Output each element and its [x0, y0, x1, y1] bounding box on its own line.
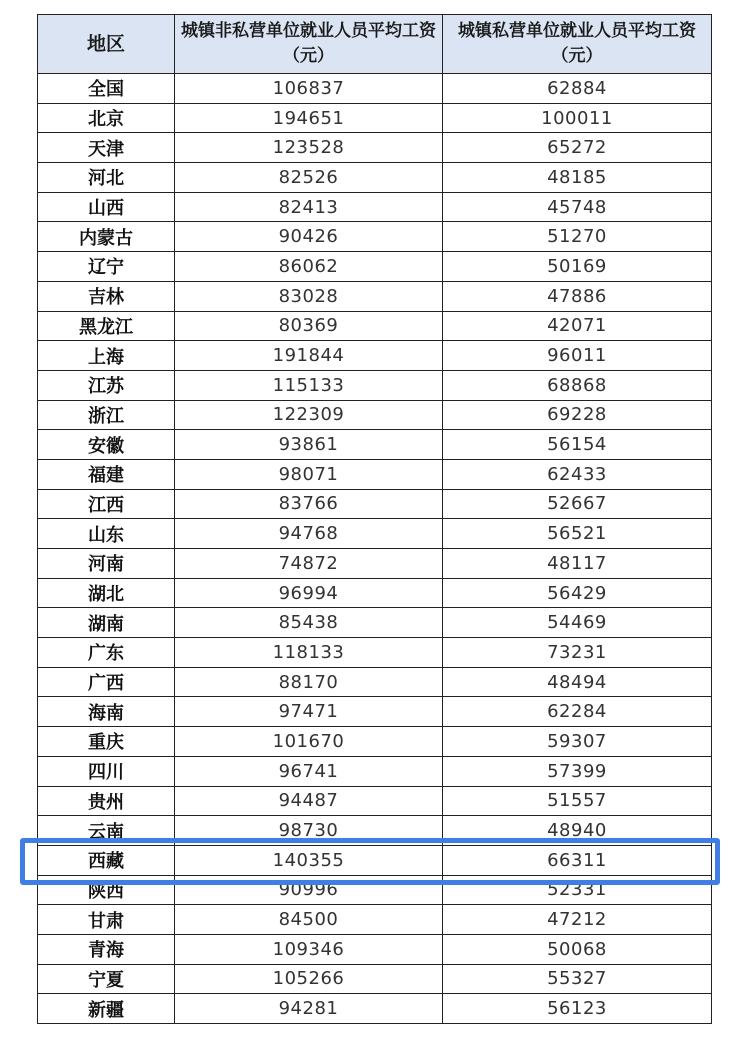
private-wage-cell: 56521: [443, 519, 712, 549]
region-cell: 甘肃: [38, 905, 175, 935]
region-cell: 山西: [38, 192, 175, 222]
private-wage-cell: 65272: [443, 133, 712, 163]
region-cell: 浙江: [38, 400, 175, 430]
private-wage-cell: 69228: [443, 400, 712, 430]
non-private-wage-cell: 115133: [175, 370, 443, 400]
non-private-wage-cell: 84500: [175, 905, 443, 935]
table-row: [38, 727, 712, 757]
region-cell: 贵州: [38, 786, 175, 816]
private-wage-cell: 48494: [443, 667, 712, 697]
private-wage-cell: 62284: [443, 697, 712, 727]
private-wage-cell: 45748: [443, 192, 712, 222]
table-row: [38, 281, 712, 311]
table-row: [38, 638, 712, 668]
private-wage-cell: 50068: [443, 934, 712, 964]
private-wage-cell: 54469: [443, 608, 712, 638]
private-wage-cell: 47212: [443, 905, 712, 935]
non-private-wage-cell: 94281: [175, 994, 443, 1024]
non-private-wage-cell: 94487: [175, 786, 443, 816]
non-private-wage-cell: 82413: [175, 192, 443, 222]
non-private-wage-cell: 97471: [175, 697, 443, 727]
region-cell: 重庆: [38, 727, 175, 757]
private-wage-cell: 51270: [443, 222, 712, 252]
region-cell: 内蒙古: [38, 222, 175, 252]
private-wage-cell: 66311: [443, 845, 712, 875]
region-cell: 江西: [38, 489, 175, 519]
private-wage-cell: 62433: [443, 459, 712, 489]
private-wage-cell: 56123: [443, 994, 712, 1024]
table-row: [38, 400, 712, 430]
private-wage-cell: 50169: [443, 252, 712, 282]
region-cell: 青海: [38, 934, 175, 964]
region-cell: 福建: [38, 459, 175, 489]
region-cell: 广东: [38, 638, 175, 668]
table-body: [38, 74, 712, 1024]
table-row: [38, 608, 712, 638]
non-private-wage-cell: 96994: [175, 578, 443, 608]
table-header-row: [38, 15, 712, 74]
non-private-wage-cell: 83028: [175, 281, 443, 311]
non-private-wage-cell: 96741: [175, 756, 443, 786]
region-cell: 陕西: [38, 875, 175, 905]
table-row: [38, 964, 712, 994]
non-private-wage-cell: 194651: [175, 103, 443, 133]
non-private-wage-cell: 105266: [175, 964, 443, 994]
private-wage-cell: 62884: [443, 74, 712, 104]
non-private-wage-cell: 93861: [175, 430, 443, 460]
non-private-wage-cell: 191844: [175, 341, 443, 371]
private-wage-cell: 73231: [443, 638, 712, 668]
non-private-wage-cell: 80369: [175, 311, 443, 341]
table-row: [38, 549, 712, 579]
non-private-wage-cell: 88170: [175, 667, 443, 697]
non-private-wage-cell: 98730: [175, 816, 443, 846]
table-row: [38, 519, 712, 549]
table-row: [38, 489, 712, 519]
non-private-wage-cell: 98071: [175, 459, 443, 489]
table-row: [38, 311, 712, 341]
non-private-wage-cell: 122309: [175, 400, 443, 430]
private-wage-cell: 56154: [443, 430, 712, 460]
private-wage-cell: 42071: [443, 311, 712, 341]
table-row: [38, 667, 712, 697]
table-row: [38, 163, 712, 193]
region-cell: 湖南: [38, 608, 175, 638]
non-private-wage-cell: 90996: [175, 875, 443, 905]
private-wage-cell: 48940: [443, 816, 712, 846]
private-wage-cell: 52331: [443, 875, 712, 905]
table-row: [38, 578, 712, 608]
non-private-wage-cell: 109346: [175, 934, 443, 964]
table-row: [38, 222, 712, 252]
private-wage-cell: 68868: [443, 370, 712, 400]
table-row: [38, 430, 712, 460]
table-row: [38, 786, 712, 816]
region-cell: 宁夏: [38, 964, 175, 994]
non-private-wage-cell: 123528: [175, 133, 443, 163]
private-wage-cell: 96011: [443, 341, 712, 371]
non-private-wage-cell: 82526: [175, 163, 443, 193]
region-cell: 湖北: [38, 578, 175, 608]
region-cell: 全国: [38, 74, 175, 104]
region-cell: 吉林: [38, 281, 175, 311]
non-private-wage-cell: 90426: [175, 222, 443, 252]
region-cell: 山东: [38, 519, 175, 549]
non-private-wage-cell: 101670: [175, 727, 443, 757]
salary-table-container: [37, 14, 711, 1024]
non-private-wage-cell: 85438: [175, 608, 443, 638]
region-cell: 北京: [38, 103, 175, 133]
private-wage-cell: 51557: [443, 786, 712, 816]
non-private-wage-cell: 86062: [175, 252, 443, 282]
column-header-private-wage: 城镇私营单位就业人员平均工资（元）: [443, 15, 712, 74]
non-private-wage-cell: 74872: [175, 549, 443, 579]
private-wage-cell: 55327: [443, 964, 712, 994]
table-row: [38, 756, 712, 786]
region-cell: 上海: [38, 341, 175, 371]
private-wage-cell: 47886: [443, 281, 712, 311]
table-row: [38, 697, 712, 727]
salary-table: [37, 14, 712, 1024]
table-row: [38, 74, 712, 104]
region-cell: 辽宁: [38, 252, 175, 282]
table-row: [38, 459, 712, 489]
table-row: [38, 845, 712, 875]
non-private-wage-cell: 106837: [175, 74, 443, 104]
column-header-non-private-wage: 城镇非私营单位就业人员平均工资（元）: [175, 15, 443, 74]
non-private-wage-cell: 140355: [175, 845, 443, 875]
table-row: [38, 816, 712, 846]
table-row: [38, 133, 712, 163]
region-cell: 西藏: [38, 845, 175, 875]
non-private-wage-cell: 118133: [175, 638, 443, 668]
private-wage-cell: 48185: [443, 163, 712, 193]
region-cell: 广西: [38, 667, 175, 697]
table-row: [38, 341, 712, 371]
region-cell: 新疆: [38, 994, 175, 1024]
region-cell: 海南: [38, 697, 175, 727]
non-private-wage-cell: 83766: [175, 489, 443, 519]
private-wage-cell: 59307: [443, 727, 712, 757]
non-private-wage-cell: 94768: [175, 519, 443, 549]
table-row: [38, 905, 712, 935]
region-cell: 四川: [38, 756, 175, 786]
table-row: [38, 934, 712, 964]
table-row: [38, 103, 712, 133]
table-row: [38, 252, 712, 282]
region-cell: 云南: [38, 816, 175, 846]
region-cell: 河南: [38, 549, 175, 579]
table-row: [38, 192, 712, 222]
private-wage-cell: 100011: [443, 103, 712, 133]
private-wage-cell: 48117: [443, 549, 712, 579]
region-cell: 黑龙江: [38, 311, 175, 341]
table-row: [38, 370, 712, 400]
private-wage-cell: 57399: [443, 756, 712, 786]
region-cell: 天津: [38, 133, 175, 163]
region-cell: 江苏: [38, 370, 175, 400]
region-cell: 安徽: [38, 430, 175, 460]
private-wage-cell: 56429: [443, 578, 712, 608]
region-cell: 河北: [38, 163, 175, 193]
table-row: [38, 994, 712, 1024]
column-header-region: 地区: [38, 15, 175, 74]
table-row: [38, 875, 712, 905]
private-wage-cell: 52667: [443, 489, 712, 519]
